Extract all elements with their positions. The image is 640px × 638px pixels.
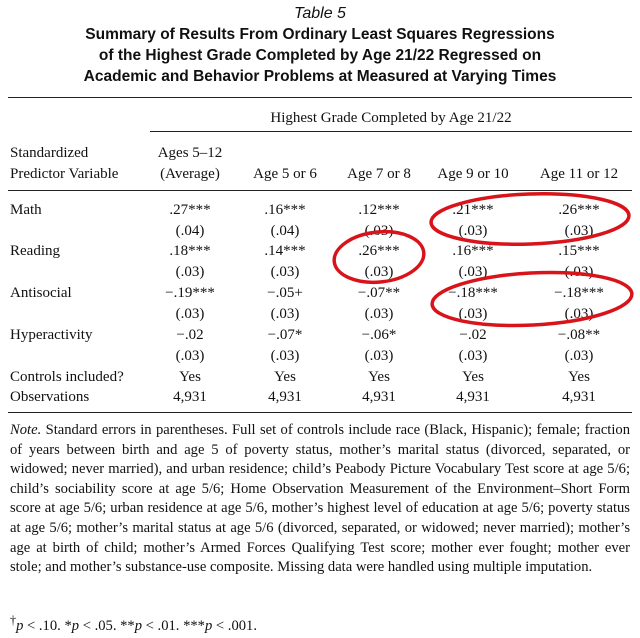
group-rule: [150, 131, 632, 132]
table-label: Table 5: [294, 5, 346, 22]
coefficient-cell: −.02: [176, 327, 204, 343]
note-lead: Note.: [10, 422, 42, 438]
column-header-age-9-10: [423, 164, 523, 185]
standard-error-cell: (.03): [270, 306, 300, 322]
column-header-age-5-6: [235, 164, 335, 185]
standard-error-cell: (.03): [458, 223, 488, 239]
standard-error-cell: (.03): [270, 264, 300, 280]
row-label: Reading: [10, 243, 60, 259]
standard-error-cell: (.03): [270, 348, 300, 364]
standard-error-cell: (.03): [458, 264, 488, 280]
stub-header-line: Standardized: [10, 145, 89, 161]
standard-error-cell: (.03): [458, 348, 488, 364]
group-header: Highest Grade Completed by Age 21/22: [270, 110, 512, 126]
coefficient-cell: −.19***: [165, 285, 215, 301]
controls-cell: Yes: [274, 369, 296, 385]
table-title: [0, 24, 640, 87]
column-header-age-7-8: [329, 164, 429, 185]
coefficient-cell: .27***: [169, 202, 211, 218]
note-text: Standard errors in parentheses. Full set of controls include race (Black, Hispanic); female; fraction of years between birth and age 5 of poverty status, mother’s marital status (divorced, separated, or widowed; never married), and urban residence; child’s Peabody Picture Vocabulary Test score at age 5/6; child’s sociability score at age 5/6; Home Observation Measurement of the Environment–Short Form score at age 5/6; urban residence at age 5/6, mother’s highest level of education at age 5/6; poverty status at age 5/6; mother’s marital status at age 5/6 (divorced, separated, or widowed; never married); mother’s age at birth of child; mother’s Armed Forces Qualifying Test score; mother ever fought; mother ever stole; and mother’s substance-use composite. Missing data were handled using multiple imputation.: [10, 422, 630, 576]
coefficient-cell: −.08**: [557, 327, 601, 343]
row-label: Hyperactivity: [10, 327, 93, 343]
controls-cell: Yes: [179, 369, 201, 385]
table-note: [10, 421, 630, 578]
coefficient-cell: .16***: [264, 202, 306, 218]
controls-cell: Yes: [568, 369, 590, 385]
coefficient-cell: .14***: [264, 243, 306, 259]
controls-label: Controls included?: [10, 369, 124, 385]
column-header-line: Ages 5–12: [157, 145, 223, 161]
coefficient-cell: −.07**: [357, 285, 401, 301]
coefficient-cell: .21***: [452, 202, 494, 218]
stub-header-line: Predictor Variable: [10, 166, 119, 182]
row-label: Math: [10, 202, 42, 218]
observations-cell: 4,931: [562, 389, 596, 405]
coefficient-cell: −.05+: [267, 285, 303, 301]
row-label: Antisocial: [10, 285, 72, 301]
coefficient-cell: −.18***: [554, 285, 604, 301]
observations-cell: 4,931: [268, 389, 302, 405]
coefficient-cell: .18***: [169, 243, 211, 259]
coefficient-cell: .26***: [558, 202, 600, 218]
standard-error-cell: (.03): [564, 223, 594, 239]
coefficient-cell: −.07*: [267, 327, 303, 343]
coefficient-cell: .15***: [558, 243, 600, 259]
stub-header: [10, 143, 118, 185]
column-header-line: Age 11 or 12: [539, 166, 619, 182]
coefficient-cell: .26***: [358, 243, 400, 259]
standard-error-cell: (.03): [364, 348, 394, 364]
coefficient-cell: −.18***: [448, 285, 498, 301]
title-line: Academic and Behavior Problems at Measured at Varying Times: [83, 68, 557, 85]
dagger-symbol: †: [10, 613, 17, 627]
column-header-average: [140, 143, 240, 185]
column-header-line: (Average): [160, 166, 220, 182]
coefficient-cell: −.02: [459, 327, 487, 343]
bottom-rule: [8, 412, 632, 413]
column-header-age-11-12: [529, 164, 629, 185]
standard-error-cell: (.03): [564, 306, 594, 322]
significance-legend: †p < .10. *p < .05. **p < .01. ***p < .001.: [10, 613, 257, 634]
controls-cell: Yes: [462, 369, 484, 385]
standard-error-cell: (.03): [364, 306, 394, 322]
standard-error-cell: (.04): [270, 223, 300, 239]
observations-label: Observations: [10, 389, 90, 405]
header-rule: [8, 190, 632, 191]
standard-error-cell: (.04): [175, 223, 205, 239]
coefficient-cell: −.06*: [361, 327, 397, 343]
observations-cell: 4,931: [173, 389, 207, 405]
column-header-line: Age 7 or 8: [347, 166, 411, 182]
top-rule: [8, 97, 632, 98]
observations-cell: 4,931: [362, 389, 396, 405]
observations-cell: 4,931: [456, 389, 490, 405]
title-line: Summary of Results From Ordinary Least Squares Regressions: [85, 26, 555, 43]
coefficient-cell: .12***: [358, 202, 400, 218]
coefficient-cell: .16***: [452, 243, 494, 259]
title-line: of the Highest Grade Completed by Age 21/22 Regressed on: [98, 47, 542, 64]
column-header-line: Age 9 or 10: [437, 166, 509, 182]
standard-error-cell: (.03): [175, 348, 205, 364]
standard-error-cell: (.03): [364, 223, 394, 239]
standard-error-cell: (.03): [364, 264, 394, 280]
standard-error-cell: (.03): [175, 306, 205, 322]
column-header-line: Age 5 or 6: [253, 166, 317, 182]
standard-error-cell: (.03): [458, 306, 488, 322]
controls-cell: Yes: [368, 369, 390, 385]
standard-error-cell: (.03): [564, 348, 594, 364]
standard-error-cell: (.03): [564, 264, 594, 280]
standard-error-cell: (.03): [175, 264, 205, 280]
